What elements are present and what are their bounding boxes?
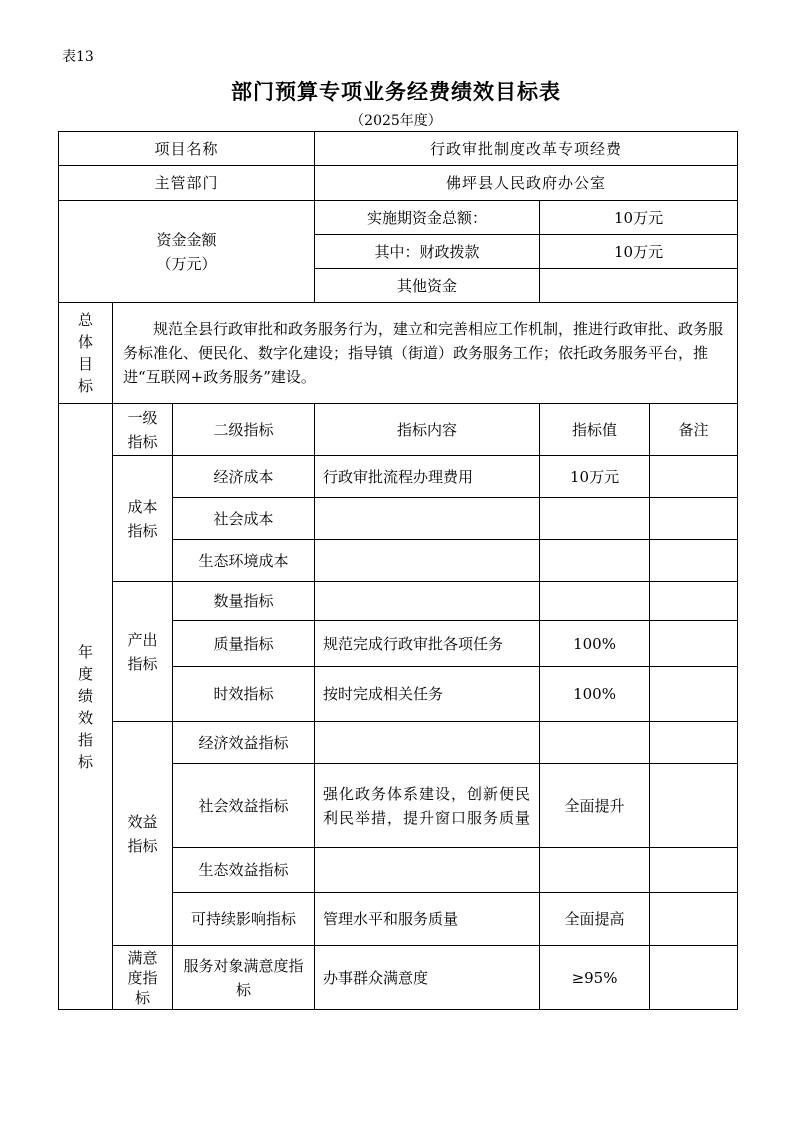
value-cell: 全面提高	[540, 893, 650, 946]
level2-cell: 经济成本	[173, 456, 315, 498]
level2-cell: 社会成本	[173, 498, 315, 540]
col-level2: 二级指标	[173, 404, 315, 456]
level2-cell: 社会效益指标	[173, 764, 315, 848]
level2-cell: 时效指标	[173, 667, 315, 722]
level2-cell: 服务对象满意度指标	[173, 946, 315, 1010]
table-row	[59, 722, 738, 764]
group-satisfaction: 满意度指标	[113, 946, 173, 1010]
value-cell: 全面提升	[540, 764, 650, 848]
note-cell	[650, 667, 738, 722]
content-cell: 强化政务体系建设，创新便民利民举措，提升窗口服务质量	[315, 764, 540, 848]
funds-unit: （万元）	[156, 254, 217, 273]
value-cell	[540, 540, 650, 582]
note-cell	[650, 946, 738, 1010]
content-cell	[315, 582, 540, 621]
note-cell	[650, 722, 738, 764]
fiscal-value: 10万元	[540, 235, 738, 269]
col-level1: 一级指标	[113, 404, 173, 456]
level2-cell: 经济效益指标	[173, 722, 315, 764]
content-cell	[315, 848, 540, 893]
content-cell: 按时完成相关任务	[315, 667, 540, 722]
level2-cell: 数量指标	[173, 582, 315, 621]
goal-text: 规范全县行政审批和政务服务行为，建立和完善相应工作机制，推进行政审批、政务服务标准化、便民化、数字化建设；指导镇（街道）政务服务工作；依托政务服务平台，推进“互联网+政务服务”建设。	[113, 303, 738, 404]
note-cell	[650, 621, 738, 667]
value-cell: 100%	[540, 621, 650, 667]
fiscal-label: 其中：财政拨款	[315, 235, 540, 269]
level2-cell: 质量指标	[173, 621, 315, 667]
note-cell	[650, 848, 738, 893]
dept-label: 主管部门	[59, 166, 315, 201]
level2-cell: 生态效益指标	[173, 848, 315, 893]
col-value: 指标值	[540, 404, 650, 456]
dept-row	[59, 166, 738, 201]
col-note: 备注	[650, 404, 738, 456]
note-cell	[650, 456, 738, 498]
level2-cell: 可持续影响指标	[173, 893, 315, 946]
total-value: 10万元	[540, 201, 738, 235]
goal-row	[59, 303, 738, 404]
funds-label: 资金金额	[156, 230, 217, 249]
funds-label-cell	[59, 201, 315, 303]
value-cell: 100%	[540, 667, 650, 722]
indicator-section-label: 年度绩效指标	[59, 404, 113, 1010]
goal-label: 总体目标	[59, 303, 113, 404]
performance-table	[58, 131, 738, 1010]
note-cell	[650, 498, 738, 540]
note-cell	[650, 582, 738, 621]
content-cell: 办事群众满意度	[315, 946, 540, 1010]
value-cell: ≥95%	[540, 946, 650, 1010]
table-row	[59, 946, 738, 1010]
table-row	[59, 456, 738, 498]
page-title: 部门预算专项业务经费绩效目标表	[231, 79, 561, 104]
content-cell	[315, 540, 540, 582]
project-name-row	[59, 132, 738, 166]
level2-cell: 生态环境成本	[173, 540, 315, 582]
other-label: 其他资金	[315, 269, 540, 303]
funds-total-row	[59, 201, 738, 235]
note-cell	[650, 764, 738, 848]
content-cell: 行政审批流程办理费用	[315, 456, 540, 498]
value-cell	[540, 498, 650, 540]
total-label: 实施期资金总额：	[315, 201, 540, 235]
group-benefit: 效益指标	[113, 722, 173, 946]
dept-value: 佛坪县人民政府办公室	[315, 166, 738, 201]
content-cell: 管理水平和服务质量	[315, 893, 540, 946]
note-cell	[650, 893, 738, 946]
indicator-header-row	[59, 404, 738, 456]
value-cell	[540, 848, 650, 893]
note-cell	[650, 540, 738, 582]
project-name-value: 行政审批制度改革专项经费	[315, 132, 738, 166]
other-value	[540, 269, 738, 303]
value-cell: 10万元	[540, 456, 650, 498]
project-name-label: 项目名称	[59, 132, 315, 166]
fiscal-year: （2025年度）	[350, 113, 442, 129]
table-number: 表13	[62, 49, 94, 65]
table-row	[59, 582, 738, 621]
col-content: 指标内容	[315, 404, 540, 456]
content-cell	[315, 722, 540, 764]
value-cell	[540, 582, 650, 621]
group-output: 产出指标	[113, 582, 173, 722]
content-cell	[315, 498, 540, 540]
group-cost: 成本指标	[113, 456, 173, 582]
value-cell	[540, 722, 650, 764]
content-cell: 规范完成行政审批各项任务	[315, 621, 540, 667]
